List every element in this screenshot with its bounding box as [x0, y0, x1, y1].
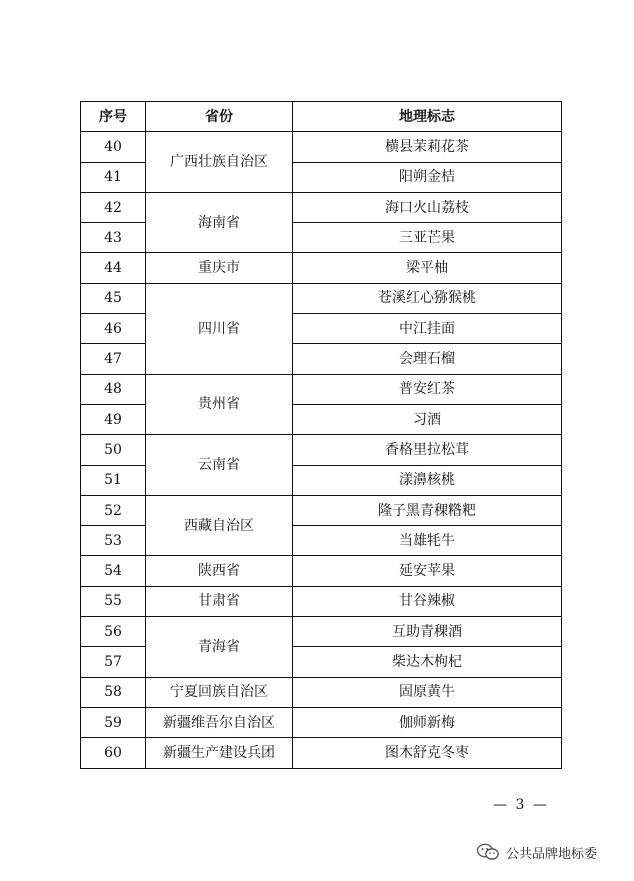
row-province: 云南省 [146, 435, 293, 496]
row-num: 44 [81, 253, 146, 283]
row-province: 新疆生产建设兵团 [146, 738, 293, 768]
row-province: 四川省 [146, 283, 293, 374]
row-num: 58 [81, 677, 146, 707]
row-province: 西藏自治区 [146, 495, 293, 556]
row-mark: 漾濞核桃 [293, 465, 562, 495]
row-mark: 习酒 [293, 404, 562, 434]
row-num: 60 [81, 738, 146, 768]
row-province: 宁夏回族自治区 [146, 677, 293, 707]
row-num: 46 [81, 314, 146, 344]
wechat-account-name: 公共品牌地标委 [506, 846, 598, 862]
table-row [81, 677, 562, 707]
row-num: 53 [81, 526, 146, 556]
row-num: 52 [81, 495, 146, 525]
row-num: 57 [81, 647, 146, 677]
row-province: 新疆维吾尔自治区 [146, 707, 293, 737]
row-mark: 互助青稞酒 [293, 617, 562, 647]
row-num: 51 [81, 465, 146, 495]
geographical-indication-table [80, 101, 562, 769]
row-mark: 三亚芒果 [293, 223, 562, 253]
row-province: 青海省 [146, 617, 293, 678]
row-mark: 会理石榴 [293, 344, 562, 374]
row-mark: 横县茉莉花茶 [293, 132, 562, 162]
row-num: 43 [81, 223, 146, 253]
table-row [81, 283, 562, 313]
row-num: 48 [81, 374, 146, 404]
row-num: 41 [81, 162, 146, 192]
row-province: 广西壮族自治区 [146, 132, 293, 193]
header-mark: 地理标志 [293, 102, 562, 132]
row-province: 重庆市 [146, 253, 293, 283]
row-mark: 梁平柚 [293, 253, 562, 283]
row-num: 42 [81, 192, 146, 222]
row-province: 陕西省 [146, 556, 293, 586]
table-row [81, 495, 562, 525]
header-num: 序号 [81, 102, 146, 132]
wechat-account-watermark [476, 842, 597, 862]
row-mark: 延安苹果 [293, 556, 562, 586]
table-header-row [81, 102, 562, 132]
row-mark: 普安红茶 [293, 374, 562, 404]
row-num: 55 [81, 586, 146, 616]
row-mark: 甘谷辣椒 [293, 586, 562, 616]
row-province: 贵州省 [146, 374, 293, 435]
table-row [81, 617, 562, 647]
row-num: 56 [81, 617, 146, 647]
table-row [81, 435, 562, 465]
row-mark: 柴达木枸杞 [293, 647, 562, 677]
wechat-icon [476, 843, 500, 861]
row-province: 甘肃省 [146, 586, 293, 616]
table-row [81, 374, 562, 404]
row-mark: 当雄牦牛 [293, 526, 562, 556]
table-row [81, 738, 562, 768]
row-mark: 图木舒克冬枣 [293, 738, 562, 768]
table-row [81, 253, 562, 283]
table-row [81, 707, 562, 737]
row-num: 59 [81, 707, 146, 737]
row-num: 47 [81, 344, 146, 374]
table-row [81, 586, 562, 616]
row-mark: 苍溪红心猕猴桃 [293, 283, 562, 313]
row-mark: 阳朔金桔 [293, 162, 562, 192]
row-num: 50 [81, 435, 146, 465]
row-mark: 固原黄牛 [293, 677, 562, 707]
row-mark: 香格里拉松茸 [293, 435, 562, 465]
row-mark: 伽师新梅 [293, 707, 562, 737]
row-province: 海南省 [146, 192, 293, 253]
table-row [81, 192, 562, 222]
page-number: — 3 — [493, 797, 549, 813]
row-mark: 海口火山荔枝 [293, 192, 562, 222]
row-mark: 中江挂面 [293, 314, 562, 344]
row-num: 45 [81, 283, 146, 313]
row-num: 40 [81, 132, 146, 162]
header-province: 省份 [146, 102, 293, 132]
table-row [81, 556, 562, 586]
row-num: 54 [81, 556, 146, 586]
row-mark: 隆子黑青稞糌粑 [293, 495, 562, 525]
table-row [81, 132, 562, 162]
row-num: 49 [81, 404, 146, 434]
